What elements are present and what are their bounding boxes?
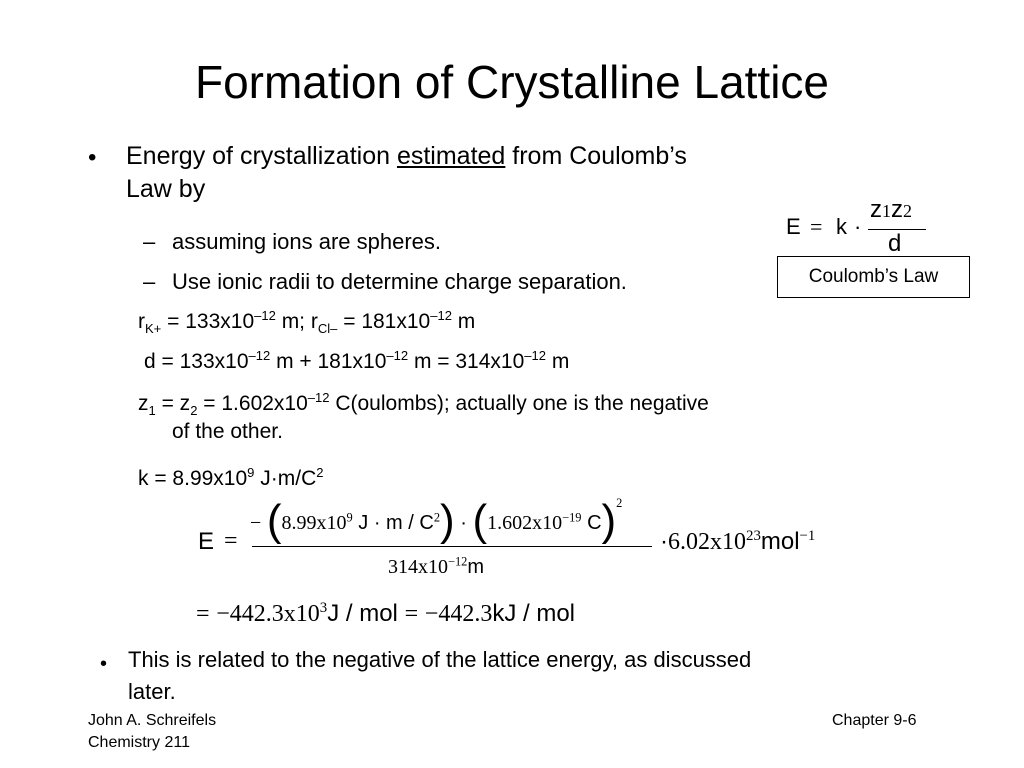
radii-line: $r_{K+} = 133x10^{-12}$ m; $r_{Cl-} = 181x10^{-12}$ m: [138, 308, 476, 337]
footer-chapter: Chapter 9-6: [832, 712, 917, 729]
formula-k: k: [836, 214, 847, 239]
dash-marker: –: [143, 269, 156, 294]
footer-course: Chemistry 211: [88, 734, 190, 751]
distance-line: $d = 133x10^{-12}$ $m + 181x10^{-12}$ $m = 314x10^{-12}$ m: [144, 348, 570, 373]
sub-bullet-spheres: assuming ions are spheres.: [172, 229, 442, 254]
bullet-text-line2: later.: [128, 679, 176, 704]
energy-result: = $-442.3x10^3J$ / mol = −442.3kJ / mol: [196, 600, 576, 627]
left-paren: (: [266, 496, 282, 545]
slide-title: Formation of Crystalline Lattice: [194, 56, 830, 108]
left-paren: (: [472, 496, 488, 545]
formula-E: E: [786, 214, 801, 239]
footer-author: John A. Schreifels: [88, 712, 217, 729]
avogadro-factor: $\cdot 6.02x10^{23}mol^{-1}$: [660, 528, 816, 555]
energy-equation: [190, 498, 910, 588]
bullet-energy-crystallization: [126, 140, 946, 206]
bullet-text: This is related to the negative of the lattice energy, as discussed: [128, 647, 752, 672]
sub-bullet-ionic-radii: Use ionic radii to determine charge separation.: [172, 269, 627, 294]
coulomb-law-label: Coulomb’s Law: [777, 256, 970, 298]
bullet-text-line2: Law by: [126, 175, 206, 203]
formula-dot: ·: [854, 214, 862, 239]
energy-E: E: [198, 528, 215, 555]
energy-denominator: $314x10^{-12}m$: [388, 554, 485, 578]
coulomb-constant-line: $k = 8.99x10^9$ $J\cdot m/C^2$: [138, 465, 324, 490]
dash-marker: –: [143, 229, 156, 254]
formula-denominator: d: [888, 230, 902, 257]
underlined-estimated: estimated: [396, 142, 506, 170]
right-paren: ): [440, 496, 455, 545]
charge-line: $z_1 = z_2 = 1.602x10^{-12}$ C(oulombs); actually one is the negative of the other.: [138, 390, 709, 446]
energy-fraction-bar: [252, 546, 652, 547]
bullet-marker: •: [100, 653, 108, 675]
formula-equals: =: [810, 214, 823, 239]
bullet-lattice-energy: [128, 644, 988, 708]
formula-numerator: z1z2: [870, 196, 912, 223]
energy-numerator: − ($8.99x10^9$ $J \cdot m / C^2) \cdot (1.602x10^{-19}$ C)$^2$: [250, 496, 623, 545]
bullet-marker: •: [88, 144, 97, 171]
right-paren: ): [601, 496, 617, 545]
bullet-text: Energy of crystallization: [126, 142, 397, 170]
energy-equals: =: [224, 528, 238, 554]
charge-line-2: of the other.: [172, 420, 283, 443]
coulomb-formula: [786, 198, 936, 262]
bullet-text: from Coulomb’s: [505, 142, 687, 170]
